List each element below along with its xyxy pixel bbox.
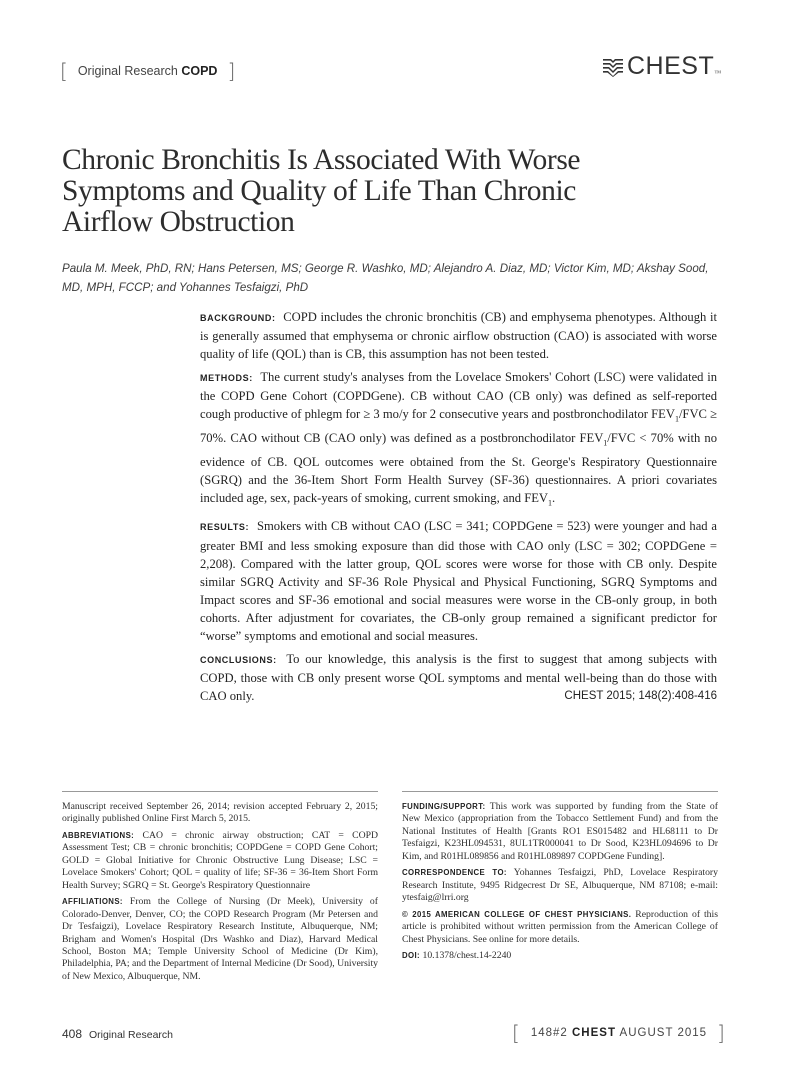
- journal-logo-text: CHEST: [627, 52, 715, 80]
- doi-label: DOI:: [402, 950, 421, 960]
- page-number: 408: [62, 1027, 83, 1041]
- footnote-divider-right: [402, 791, 718, 792]
- correspondence-text: Yohannes Tesfaigzi, PhD, Lovelace Respiratory Research Institute, 9495 Ridgecrest Dr SE, Albuquerque, NM 87108; e-mail: ytesfaig@lrri.org: [402, 867, 718, 904]
- background-label: BACKGROUND:: [200, 313, 276, 323]
- abbreviations: [62, 830, 378, 892]
- section-tag: [60, 60, 235, 82]
- journal-logo: [602, 52, 721, 81]
- copyright-label: © 2015 AMERICAN COLLEGE OF CHEST PHYSICIANS.: [402, 909, 632, 919]
- methods-text-3: /FVC < 70% with no evidence of CB. QOL outcomes were obtained from the St. George's Respiratory Questionnaire (SGRQ) and the 36-Item Short Form Health Survey (SF-36) questionnaires. A priori covariates included age, sex, pack-years of smoking, current smoking, and FEV: [200, 431, 717, 505]
- copyright-text: Reproduction of this article is prohibited without written permission from the American College of Chest Physicians. See online for more details.: [402, 908, 718, 945]
- methods-sub-2: 1: [603, 438, 608, 448]
- copyright: [402, 909, 718, 946]
- section-prefix: Original Research: [77, 64, 178, 78]
- results-text: Smokers with CB without CAO (LSC = 341; COPDGene = 523) were younger and had a greater BMI and less smoking exposure than did those with CAO only (LSC = 302; COPDGene = 2,208). Compared with the latter group, QOL scores were worse for those with CB only. Despite similar SGRQ Activity and SF-36 Role Physical and Physical Functioning, SGRQ Symptoms and Impact scores and SF-36 emotional and social measures were worse in the CB-only group, in both cohorts. After adjustment for covariates, the CB-only group remained a significant predictor for “worse” symptoms and emotional and social measures.: [200, 519, 717, 644]
- footnote-divider-left: [62, 791, 378, 792]
- conclusions-label: CONCLUSIONS:: [200, 655, 277, 666]
- manuscript-dates: Manuscript received September 26, 2014; revision accepted February 2, 2015; originally published Online First March 5, 2015.: [62, 801, 378, 825]
- background-text: COPD includes the chronic bronchitis (CB) and emphysema phenotypes. Although it is generally assumed that emphysema or chronic airflow obstruction (CAO) is associated with worse quality of life (QOL) than is CB, this assumption has not been tested.: [200, 310, 717, 362]
- author-list: Paula M. Meek, PhD, RN; Hans Petersen, MS; George R. Washko, MD; Alejandro A. Diaz, MD; Victor Kim, MD; Akshay Sood, MD, MPH, FCCP; and Yohannes Tesfaigzi, PhD: [62, 262, 709, 294]
- results-label: RESULTS:: [200, 522, 250, 533]
- methods-text-1: The current study's analyses from the Lovelace Smokers' Cohort (LSC) were validated in the COPD Gene Cohort (COPDGene). CB without CAO (CB only) was defined as self-reported cough productive of phlegm for ≥ 3 mo/y for 2 consecutive years and postbronchodilator FEV: [200, 370, 718, 422]
- footer-right-bracket: ]: [717, 1021, 726, 1045]
- methods-sub-1: 1: [674, 414, 679, 424]
- footnotes-left: [62, 801, 378, 987]
- footer-left-bracket: [: [512, 1021, 521, 1045]
- funding-label: FUNDING/SUPPORT:: [402, 802, 486, 811]
- right-bracket: ]: [227, 59, 236, 83]
- methods-label: METHODS:: [200, 373, 253, 384]
- abstract-background: [200, 308, 717, 363]
- footer-issue: 148#2: [530, 1027, 568, 1039]
- abstract-conclusions: [200, 650, 717, 705]
- citation: CHEST 2015; 148(2):408-416: [564, 690, 717, 703]
- correspondence: [402, 867, 718, 904]
- article-title: Chronic Bronchitis Is Associated With Worse Symptoms and Quality of Life Than Chronic Airflow Obstruction: [62, 144, 581, 238]
- footer-section: Original Research: [88, 1029, 173, 1041]
- affiliations-label: AFFILIATIONS:: [62, 897, 123, 907]
- page-footer-right: [512, 1022, 726, 1044]
- abstract-results: [200, 517, 717, 645]
- page-footer-left: [62, 1027, 173, 1041]
- section-topic: COPD: [181, 64, 218, 78]
- doi-link[interactable]: 10.1378/chest.14-2240: [422, 949, 512, 961]
- footer-journal: CHEST: [572, 1027, 616, 1039]
- trademark: ™: [714, 68, 722, 77]
- chest-stripes-icon: [602, 57, 624, 77]
- methods-text-2: /FVC ≥ 70%. CAO without CB (CAO only) was defined as a postbronchodilator FEV: [200, 407, 717, 446]
- abstract-methods: [200, 368, 717, 512]
- abbreviations-label: ABBREVIATIONS:: [62, 830, 135, 840]
- affiliations-text: From the College of Nursing (Dr Meek), University of Colorado-Denver, Denver, CO; the COPD Research Program (Mr Petersen and Dr Tesfaigzi), Lovelace Respiratory Research Institute, Albuquerque, NM; Brigham and Women's Hospital (Drs Washko and Diaz), Harvard Medical School, Boston MA; Temple University School of Medicine (Dr Kim), Philadelphia, PA; and the Department of Internal Medicine (Dr Sood), University of New Mexico, Albuquerque, NM.: [62, 896, 378, 982]
- affiliations: [62, 896, 378, 983]
- left-bracket: [: [60, 59, 68, 83]
- abstract: [200, 308, 717, 710]
- doi: [402, 950, 718, 962]
- methods-text-4: .: [552, 490, 556, 505]
- conclusions-text: To our knowledge, this analysis is the first to suggest that among subjects with COPD, those with CB only present worse QOL symptoms and mental well-being than do those with CAO only.: [200, 652, 717, 704]
- footer-date: AUGUST 2015: [619, 1027, 708, 1039]
- funding-text: This work was supported by funding from the State of New Mexico (appropriation from the Tobacco Settlement Fund) and from the National Institutes of Health [Grants RO1 ES015482 and HL68111 to Dr Tesfaigzi, K23HL094531, 8UL1TR000041 to Dr Sood, K23HL094696 to Dr Kim, and R01HL089856 and R01HL089897 COPDGene Funding].: [402, 801, 718, 862]
- abbreviations-text: CAO = chronic airway obstruction; CAT = COPD Assessment Test; CB = chronic bronchitis; COPDGene = COPD Gene Cohort; GOLD = Global Initiative for Chronic Obstructive Lung Disease; LSC = Lovelace Smokers' Cohort; QOL = quality of life; SF-36 = 36-Item Short Form Health Survey; SGRQ = St. George's Respiratory Questionnaire: [62, 829, 378, 891]
- correspondence-label: CORRESPONDENCE TO:: [402, 868, 507, 878]
- footnotes-right: [402, 801, 718, 966]
- funding: [402, 801, 718, 863]
- methods-sub-3: 1: [548, 498, 552, 508]
